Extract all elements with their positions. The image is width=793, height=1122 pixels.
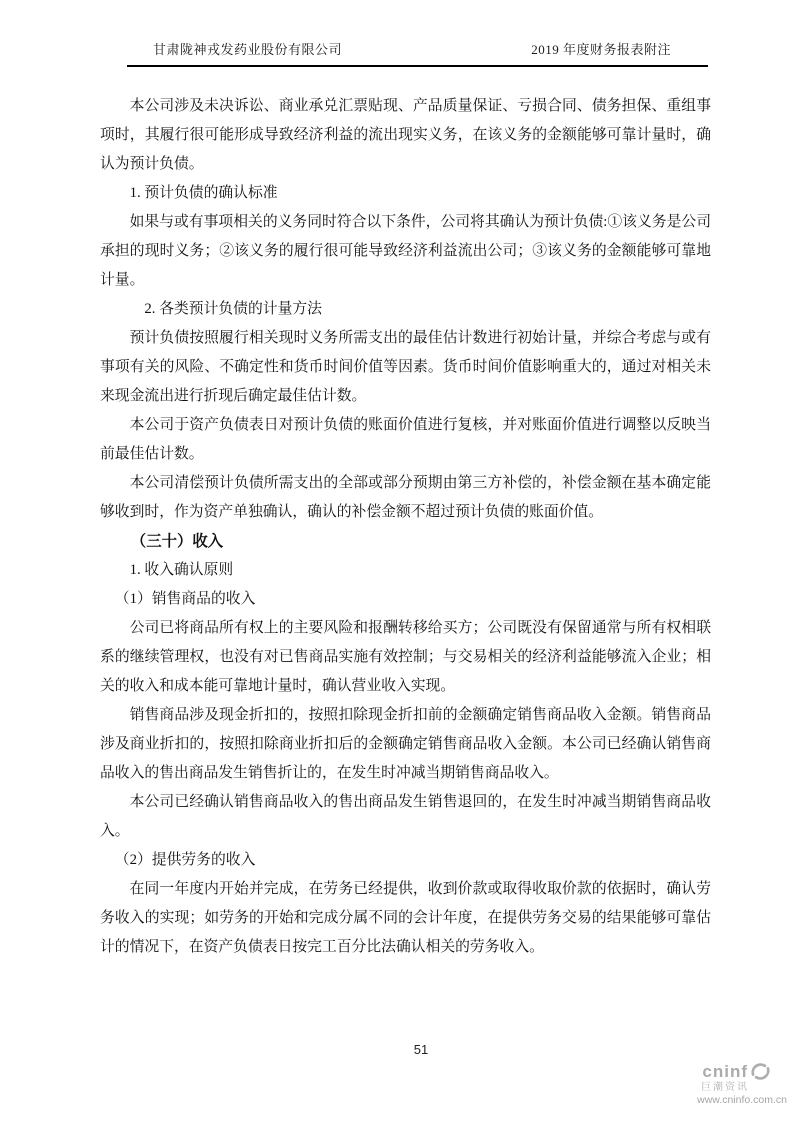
- section-heading-revenue: （三十）收入: [130, 533, 224, 550]
- cninfo-logo-row: [697, 1061, 771, 1082]
- paragraph-goods-revenue-conditions: 公司已将商品所有权上的主要风险和报酬转移给买方；公司既没有保留通常与所有权相联系的继续管理权，也没有对已售商品实施有效控制；与交易相关的经济利益能够流入企业；相关的收入和成本能可靠地计量时，确认营业收入实现。: [100, 620, 711, 694]
- header-company-name: 甘肃陇神戎发药业股份有限公司: [153, 42, 343, 57]
- cninfo-logo: [697, 1061, 787, 1106]
- paragraph-balance-sheet-review: 本公司于资产负债表日对预计负债的账面价值进行复核，并对账面价值进行调整以反映当前最佳估计数。: [100, 417, 711, 462]
- page-header: [127, 42, 708, 67]
- numbered-item-liability-recognition-standard: 1. 预计负债的确认标准: [129, 185, 278, 201]
- page-number: 51: [413, 1042, 429, 1057]
- paragraph-cash-and-commercial-discounts: 销售商品涉及现金折扣的，按照扣除现金折扣前的金额确定销售商品收入金额。销售商品涉及商业折扣的，按照扣除商业折扣后的金额确定销售商品收入金额。本公司已经确认销售商品收入的售出商品发生销售折让的，在发生时冲减当期销售商品收入。: [100, 707, 711, 781]
- sub-item-goods-sales-revenue: （1）销售商品的收入: [114, 591, 256, 607]
- sub-item-service-revenue: （2）提供劳务的收入: [114, 852, 256, 868]
- paragraph-recognition-conditions: 如果与或有事项相关的义务同时符合以下条件，公司将其确认为预计负债:①该义务是公司承担的现时义务；②该义务的履行很可能导致经济利益流出公司；③该义务的金额能够可靠地计量。: [100, 214, 711, 288]
- cninfo-swirl-icon: [750, 1061, 771, 1082]
- cninfo-logo-url: www.cninfo.com.cn: [697, 1094, 787, 1106]
- cninfo-logo-wordmark: cninf: [702, 1061, 748, 1081]
- numbered-item-revenue-recognition-principle: 1. 收入确认原则: [129, 562, 234, 578]
- document-body: [100, 92, 711, 962]
- paragraph-sales-returns: 本公司已经确认销售商品收入的售出商品发生销售退回的，在发生时冲减当期销售商品收入。: [100, 794, 711, 839]
- paragraph-third-party-compensation: 本公司清偿预计负债所需支出的全部或部分预期由第三方补偿的，补偿金额在基本确定能够收到时，作为资产单独确认，确认的补偿金额不超过预计负债的账面价值。: [100, 475, 711, 520]
- paragraph-contingent-liability-overview: 本公司涉及未决诉讼、商业承兑汇票贴现、产品质量保证、亏损合同、债务担保、重组事项时，其履行很可能形成导致经济利益的流出现实义务，在该义务的金额能够可靠计量时，确认为预计负债。: [100, 98, 711, 172]
- paragraph-service-revenue-recognition: 在同一年度内开始并完成，在劳务已经提供，收到价款或取得收取价款的依据时，确认劳务收入的实现；如劳务的开始和完成分属不同的会计年度，在提供劳务交易的结果能够可靠估计的情况下，在资产负债表日按完工百分比法确认相关的劳务收入。: [100, 881, 711, 955]
- cninfo-logo-chinese-name: 巨潮资讯: [701, 1082, 749, 1093]
- paragraph-initial-measurement: 预计负债按照履行相关现时义务所需支出的最佳估计数进行初始计量，并综合考虑与或有事项有关的风险、不确定性和货币时间价值等因素。货币时间价值影响重大的，通过对相关未来现金流出进行折现后确定最佳估计数。: [100, 330, 711, 404]
- numbered-item-liability-measurement-method: 2. 各类预计负债的计量方法: [144, 301, 322, 317]
- header-doc-title: 2019 年度财务报表附注: [531, 42, 671, 57]
